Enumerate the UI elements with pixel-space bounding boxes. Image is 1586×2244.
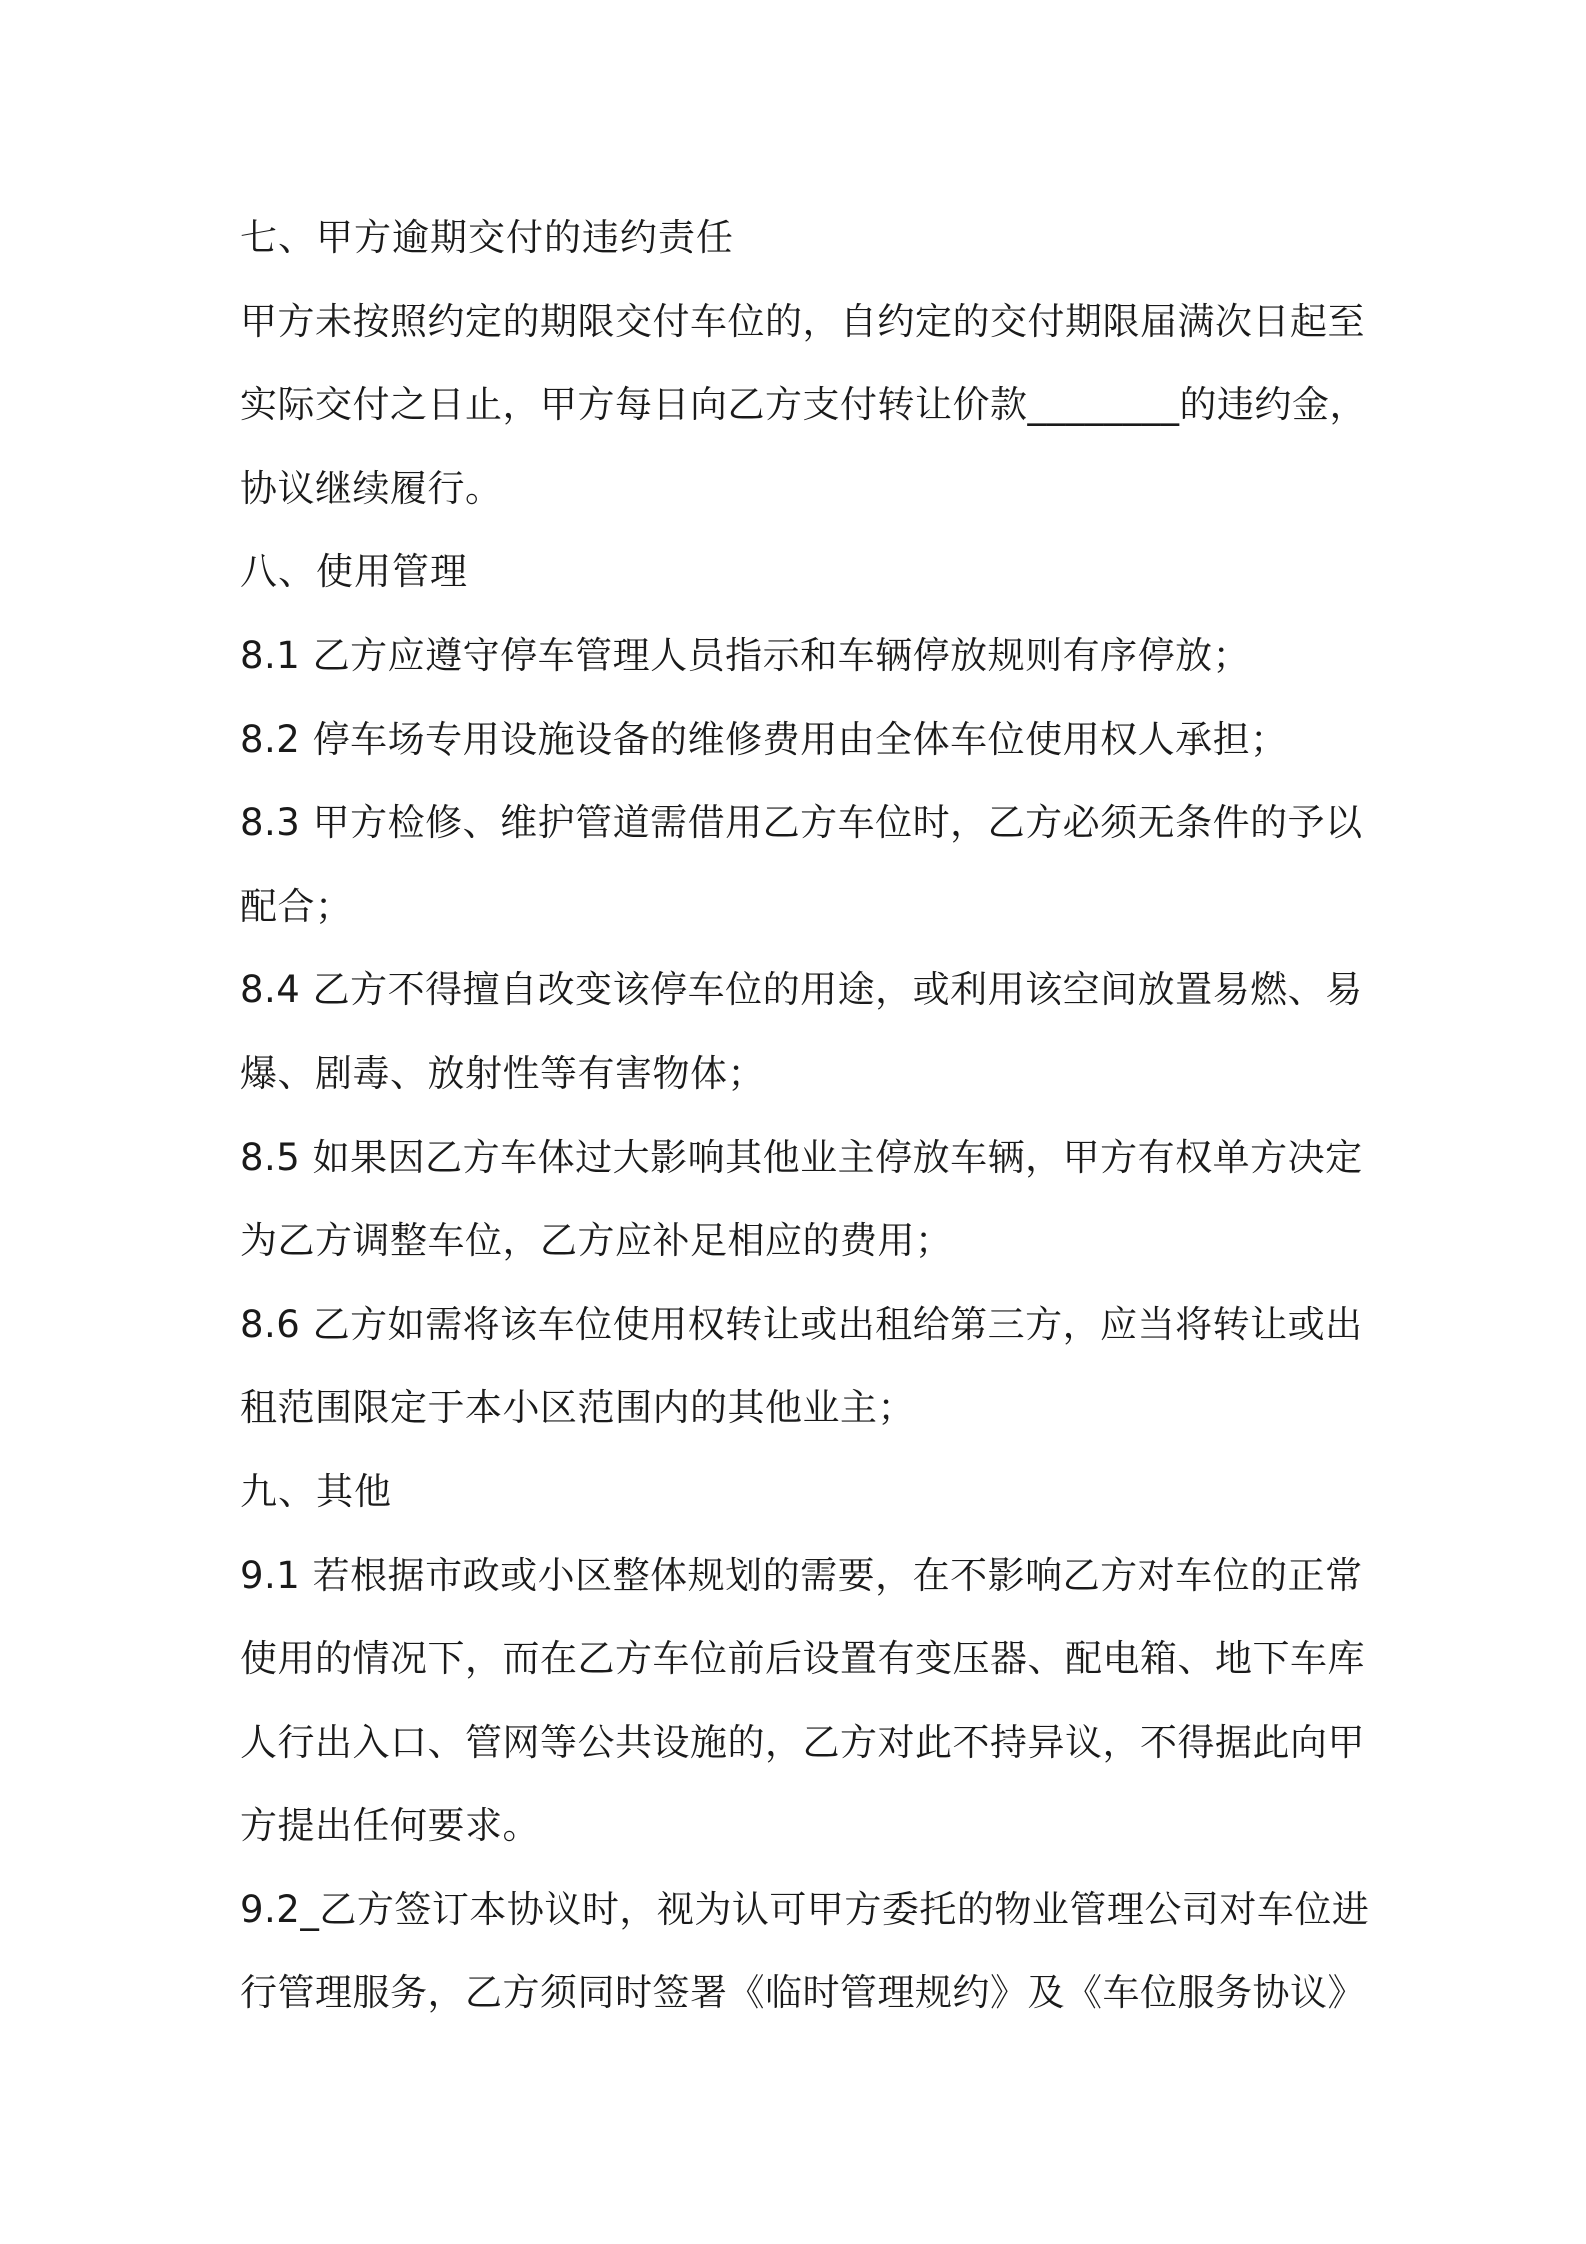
- clause-8-3-continued: 配合；: [240, 884, 353, 928]
- section-heading-9: 九、其他: [240, 1469, 392, 1513]
- paragraph-line: 协议继续履行。: [240, 466, 503, 510]
- clause-8-6: 8.6 乙方如需将该车位使用权转让或出租给第三方，应当将转让或出: [240, 1302, 1363, 1346]
- clause-9-1-continued: 使用的情况下，而在乙方车位前后设置有变压器、配电箱、地下车库: [240, 1637, 1365, 1681]
- section-heading-8: 八、使用管理: [240, 550, 468, 594]
- clause-8-5: 8.5 如果因乙方车体过大影响其他业主停放车辆，甲方有权单方决定: [240, 1135, 1363, 1179]
- clause-8-3: 8.3 甲方检修、维护管道需借用乙方车位时，乙方必须无条件的予以: [240, 801, 1363, 845]
- paragraph-line: 实际交付之日止，甲方每日向乙方支付转让价款________的违约金，: [240, 383, 1367, 427]
- clause-9-2: 9.2_乙方签订本协议时，视为认可甲方委托的物业管理公司对车位进: [240, 1887, 1370, 1931]
- clause-9-2-continued: 行管理服务，乙方须同时签署《临时管理规约》及《车位服务协议》: [240, 1971, 1365, 2015]
- clause-8-1: 8.1 乙方应遵守停车管理人员指示和车辆停放规则有序停放；: [240, 633, 1251, 677]
- clause-9-1: 9.1 若根据市政或小区整体规划的需要，在不影响乙方对车位的正常: [240, 1553, 1363, 1597]
- clause-8-2: 8.2 停车场专用设施设备的维修费用由全体车位使用权人承担；: [240, 717, 1288, 761]
- clause-8-4: 8.4 乙方不得擅自改变该停车位的用途，或利用该空间放置易燃、易: [240, 968, 1363, 1012]
- clause-8-6-continued: 租范围限定于本小区范围内的其他业主；: [240, 1386, 915, 1430]
- clause-9-1-continued: 方提出任何要求。: [240, 1804, 540, 1848]
- section-heading-7: 七、甲方逾期交付的违约责任: [240, 216, 734, 259]
- clause-8-4-continued: 爆、剧毒、放射性等有害物体；: [240, 1051, 765, 1095]
- document-body: [240, 196, 1370, 2035]
- clause-8-5-continued: 为乙方调整车位，乙方应补足相应的费用；: [240, 1219, 953, 1263]
- paragraph-line: 甲方未按照约定的期限交付车位的，自约定的交付期限届满次日起至: [240, 299, 1365, 343]
- clause-9-1-continued: 人行出入口、管网等公共设施的，乙方对此不持异议，不得据此向甲: [240, 1720, 1365, 1764]
